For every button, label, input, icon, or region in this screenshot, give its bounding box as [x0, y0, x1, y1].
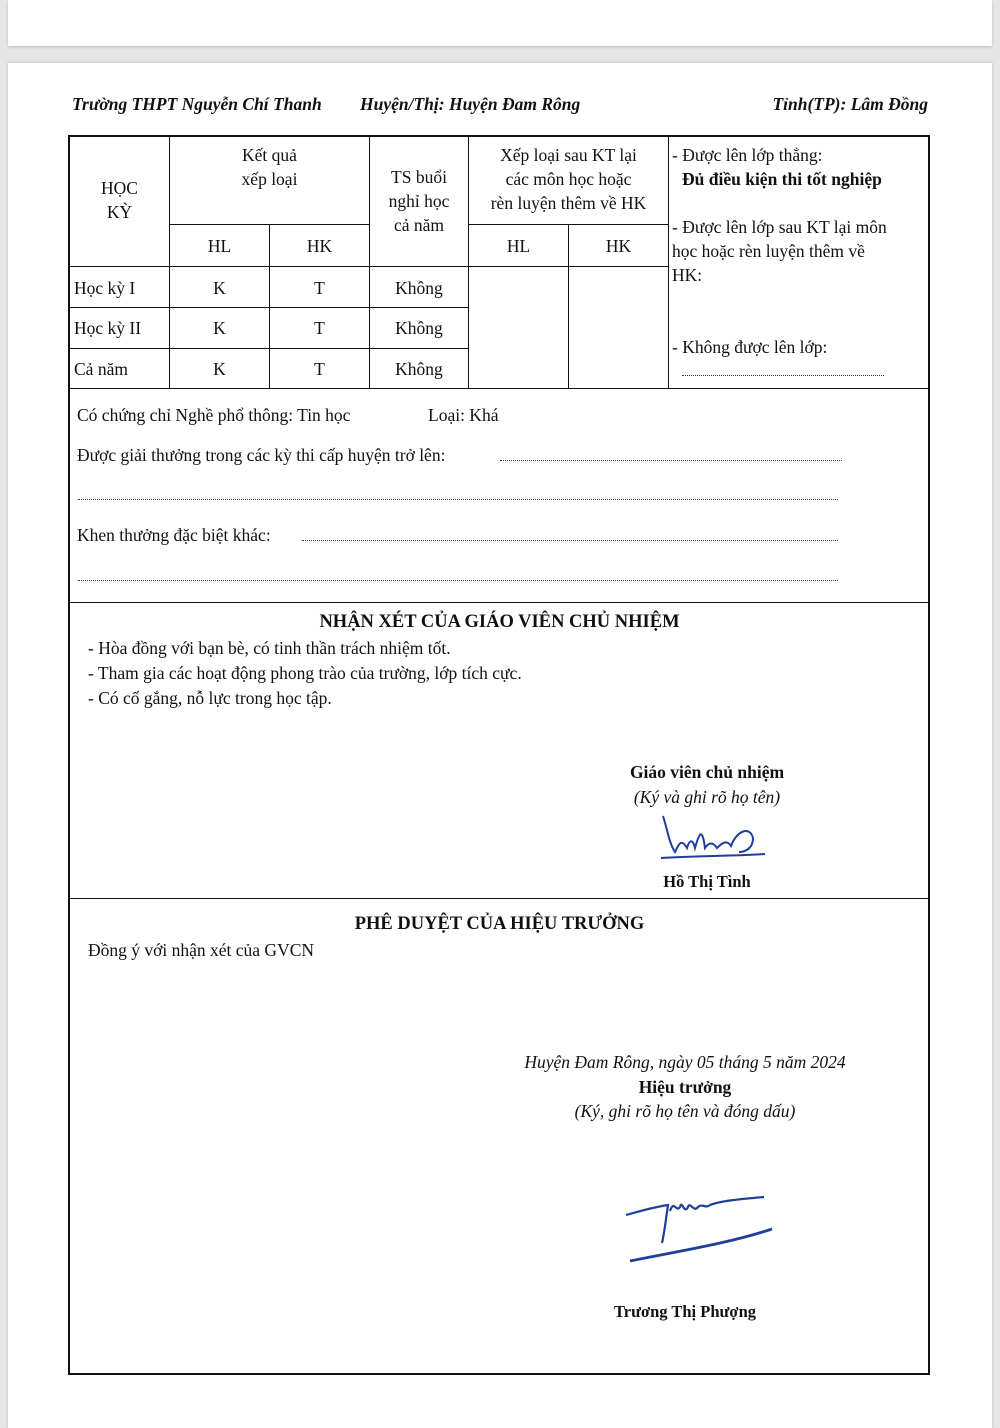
header-hoc-ky-1: HỌC: [101, 178, 138, 198]
not-promoted-blank: [682, 375, 884, 376]
teacher-name: Hồ Thị Tình: [663, 872, 751, 891]
school-name: Trường THPT Nguyễn Chí Thanh: [72, 94, 322, 114]
not-promoted-label: - Không được lên lớp:: [672, 337, 828, 357]
teacher-signature: [655, 808, 770, 863]
header-xep-loai-2: các môn học hoặc: [505, 169, 632, 189]
section-divider: [69, 602, 930, 603]
teacher-comment: - Tham gia các hoạt động phong trào của trường, lớp tích cực.: [88, 663, 522, 683]
subheader-hl-after: HL: [506, 236, 531, 256]
principal-sign-note: (Ký, ghi rõ họ tên và đóng dấu): [574, 1101, 796, 1121]
principal-role: Hiệu trưởng: [638, 1077, 732, 1097]
promotion-direct-value: Đủ điều kiện thi tốt nghiệp: [682, 169, 882, 189]
certificate-grade: Loại: Khá: [428, 405, 499, 425]
province-name: Tỉnh(TP): Lâm Đồng: [772, 94, 928, 114]
teacher-comment: - Hòa đồng với bạn bè, có tinh thần trách nhiệm tốt.: [88, 638, 451, 658]
promotion-after-label-1: - Được lên lớp sau KT lại môn: [672, 217, 887, 237]
principal-name: Trương Thị Phượng: [613, 1302, 756, 1321]
principal-section-title: PHÊ DUYỆT CỦA HIỆU TRƯỞNG: [354, 914, 645, 934]
district-name: Huyện/Thị: Huyện Đam Rông: [360, 94, 581, 114]
special-award-blank-line2: [78, 580, 838, 581]
header-xep-loai-1: Xếp loại sau KT lại: [500, 145, 637, 165]
subheader-hl: HL: [207, 236, 232, 256]
section-divider: [69, 898, 930, 899]
header-xep-loai-3: rèn luyện thêm về HK: [490, 193, 647, 213]
principal-date: Huyện Đam Rông, ngày 05 tháng 5 năm 2024: [524, 1052, 846, 1072]
special-award-blank: [302, 540, 838, 541]
subheader-hk: HK: [306, 236, 333, 256]
header-ket-qua-2: xếp loại: [241, 169, 298, 189]
teacher-sign-note: (Ký và ghi rõ họ tên): [633, 787, 781, 807]
header-ts-3: cả năm: [393, 215, 445, 235]
principal-comment: Đồng ý với nhận xét của GVCN: [88, 940, 315, 960]
row-hl: K: [213, 359, 226, 379]
row-hk: T: [314, 359, 325, 379]
teacher-sign-role: Giáo viên chủ nhiệm: [629, 762, 785, 782]
award-blank: [500, 460, 842, 461]
row-label: Cả năm: [74, 359, 128, 379]
row-ts: Không: [395, 318, 443, 338]
row-ts: Không: [395, 278, 443, 298]
row-label: Học kỳ II: [74, 318, 142, 338]
certificate-label: Có chứng chỉ Nghề phổ thông: Tin học: [77, 405, 351, 425]
promotion-after-label-3: HK:: [672, 265, 703, 285]
header-ket-qua-1: Kết quả: [242, 145, 297, 165]
header-hoc-ky-2: KỲ: [106, 202, 133, 222]
row-hk: T: [314, 318, 325, 338]
teacher-section-title: NHẬN XÉT CỦA GIÁO VIÊN CHỦ NHIỆM: [319, 612, 680, 632]
row-ts: Không: [395, 359, 443, 379]
promotion-direct-label: - Được lên lớp thẳng:: [672, 145, 823, 165]
promotion-after-label-2: học hoặc rèn luyện thêm về: [672, 241, 865, 261]
row-label: Học kỳ I: [74, 278, 136, 298]
principal-signature: [620, 1185, 780, 1265]
special-award-label: Khen thưởng đặc biệt khác:: [77, 525, 271, 545]
award-label: Được giải thưởng trong các kỳ thi cấp huyện trở lên:: [77, 445, 446, 465]
header-ts-2: nghỉ học: [388, 191, 450, 211]
teacher-comment: - Có cố gắng, nỗ lực trong học tập.: [88, 688, 332, 708]
row-hl: K: [213, 318, 226, 338]
award-blank-line2: [78, 499, 838, 500]
header-ts-1: TS buổi: [391, 167, 447, 187]
previous-page-edge: [8, 0, 992, 46]
row-hl: K: [213, 278, 226, 298]
subheader-hk-after: HK: [605, 236, 632, 256]
row-hk: T: [314, 278, 325, 298]
